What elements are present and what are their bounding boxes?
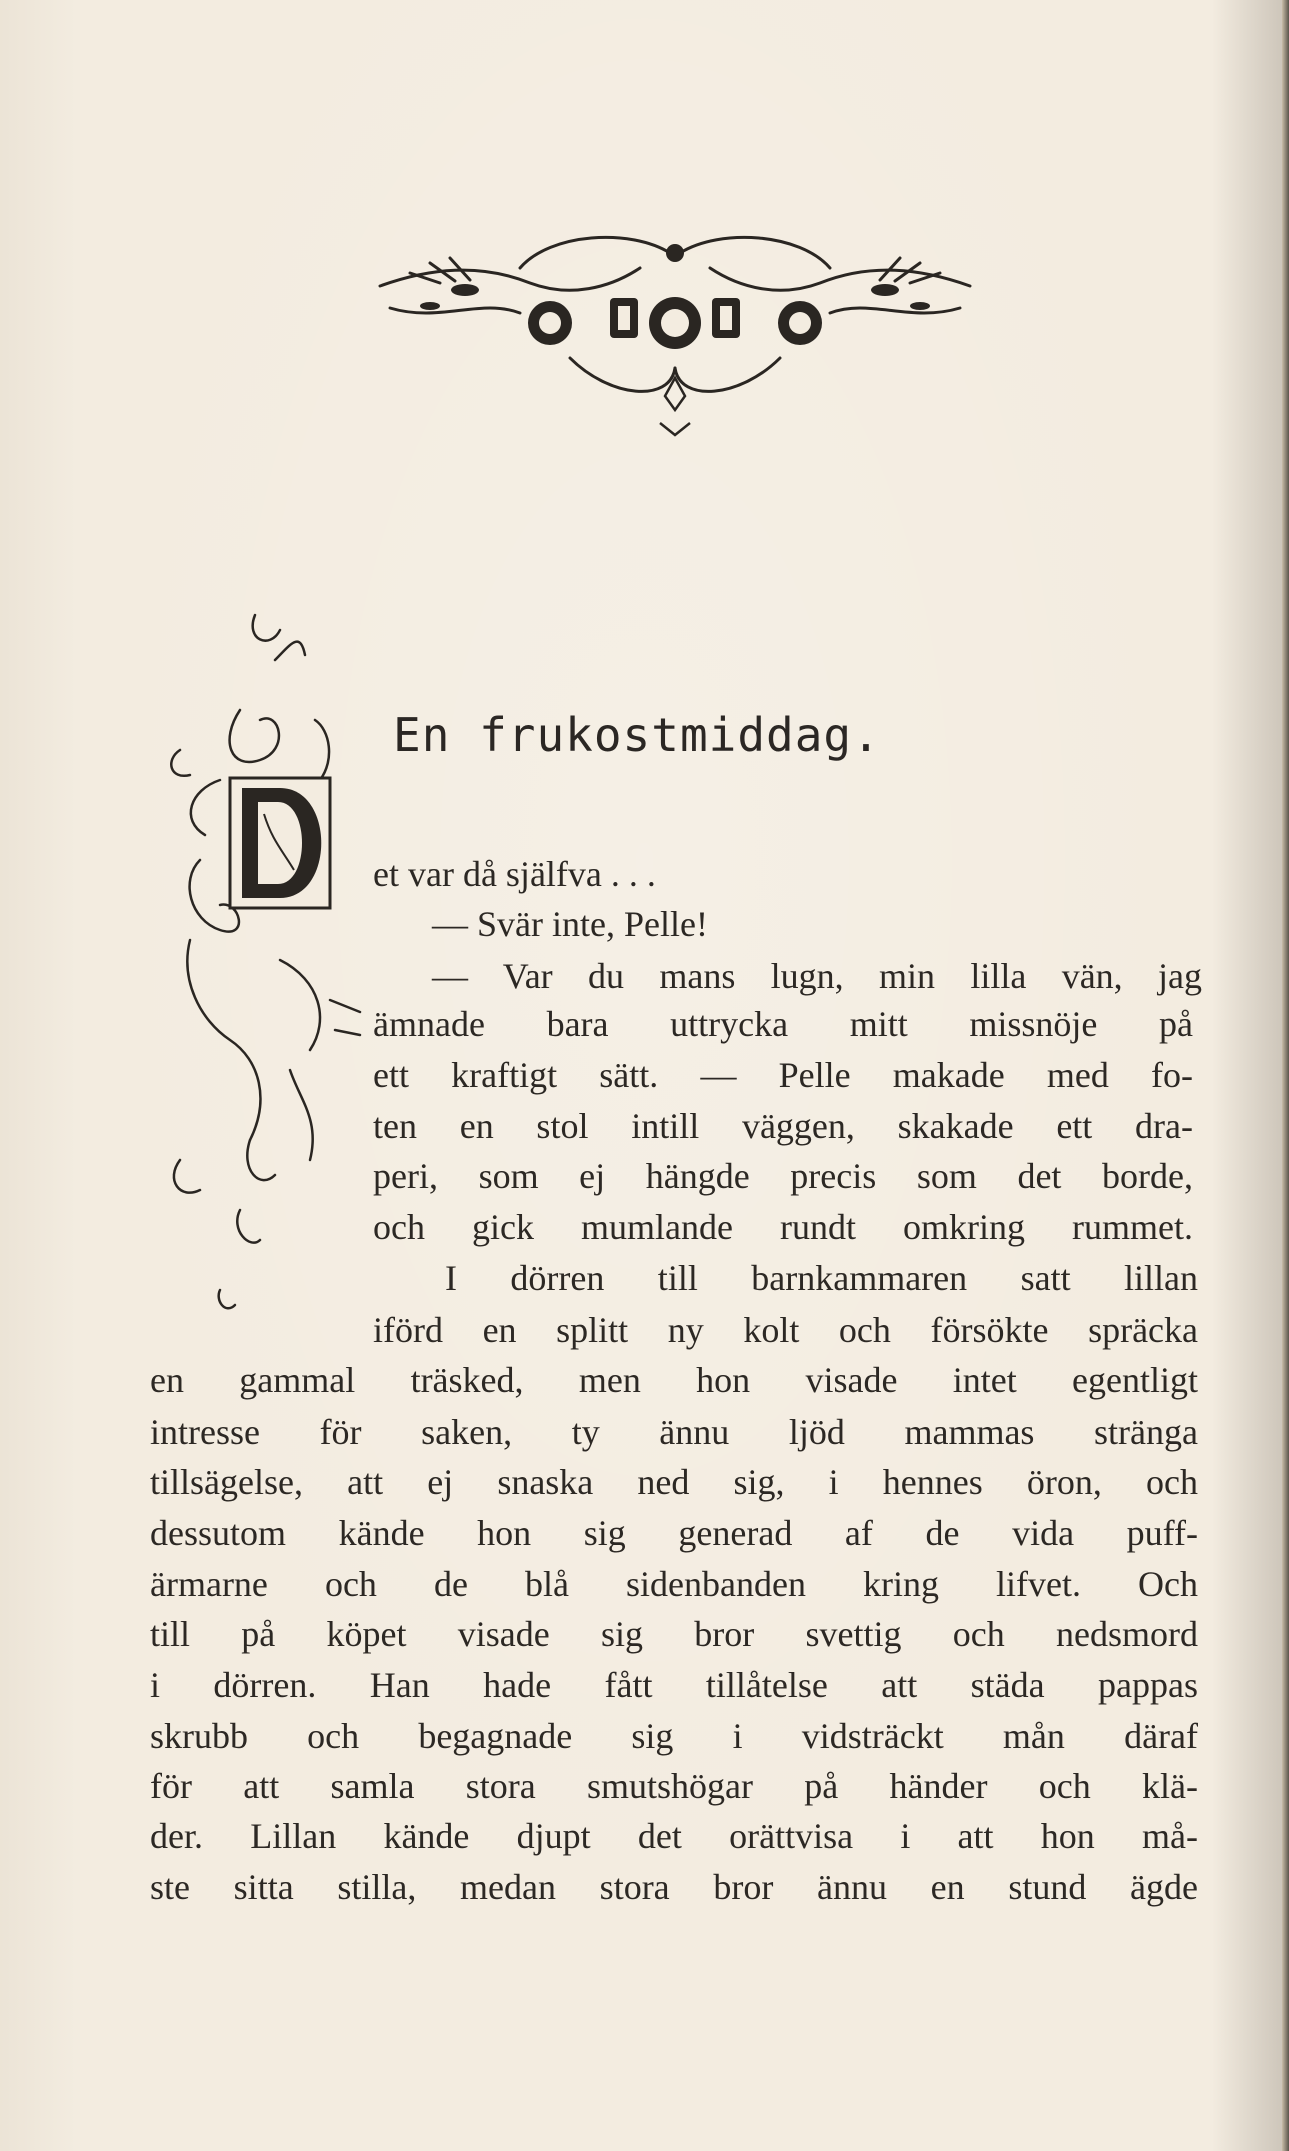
text-line: för att samla stora smutshögar på händer och klä- [150,1766,1198,1806]
text-line: ärmarne och de blå sidenbanden kring lifvet. Och [150,1564,1198,1604]
drop-cap-ornament [160,600,390,1320]
text-line: och gick mumlande rundt omkring rummet. [373,1207,1193,1247]
text-line: iförd en splitt ny kolt och försökte spräcka [373,1310,1198,1350]
text-line: till på köpet visade sig bror svettig och nedsmord [150,1614,1198,1654]
headpiece-ornament-icon [370,228,980,438]
text-line: — Svär inte, Pelle! [432,904,708,944]
text-line: der. Lillan kände djupt det orättvisa i att hon må- [150,1816,1198,1856]
text-line: skrubb och begagnade sig i vidsträckt mån däraf [150,1716,1198,1756]
text-line: peri, som ej hängde precis som det borde, [373,1156,1193,1196]
text-line: ten en stol intill väggen, skakade ett dra- [373,1106,1193,1146]
text-line: ett kraftigt sätt. — Pelle makade med fo- [373,1055,1193,1095]
text-line: dessutom kände hon sig generad af de vida puff- [150,1513,1198,1553]
text-line: ste sitta stilla, medan stora bror ännu en stund ägde [150,1867,1198,1907]
text-line: i dörren. Han hade fått tillåtelse att städa pappas [150,1665,1198,1705]
page-edge [1282,0,1289,2151]
chapter-title: En frukostmiddag. [393,708,881,762]
text-line: — Var du mans lugn, min lilla vän, jag [432,956,1202,996]
text-line: intresse för saken, ty ännu ljöd mammas stränga [150,1412,1198,1452]
text-line: en gammal träsked, men hon visade intet egentligt [150,1360,1198,1400]
text-line: I dörren till barnkammaren satt lillan [445,1258,1198,1298]
text-line: tillsägelse, att ej snaska ned sig, i hennes öron, och [150,1462,1198,1502]
text-line: ämnade bara uttrycka mitt missnöje på [373,1004,1193,1044]
text-line: et var då själfva . . . [373,854,656,894]
